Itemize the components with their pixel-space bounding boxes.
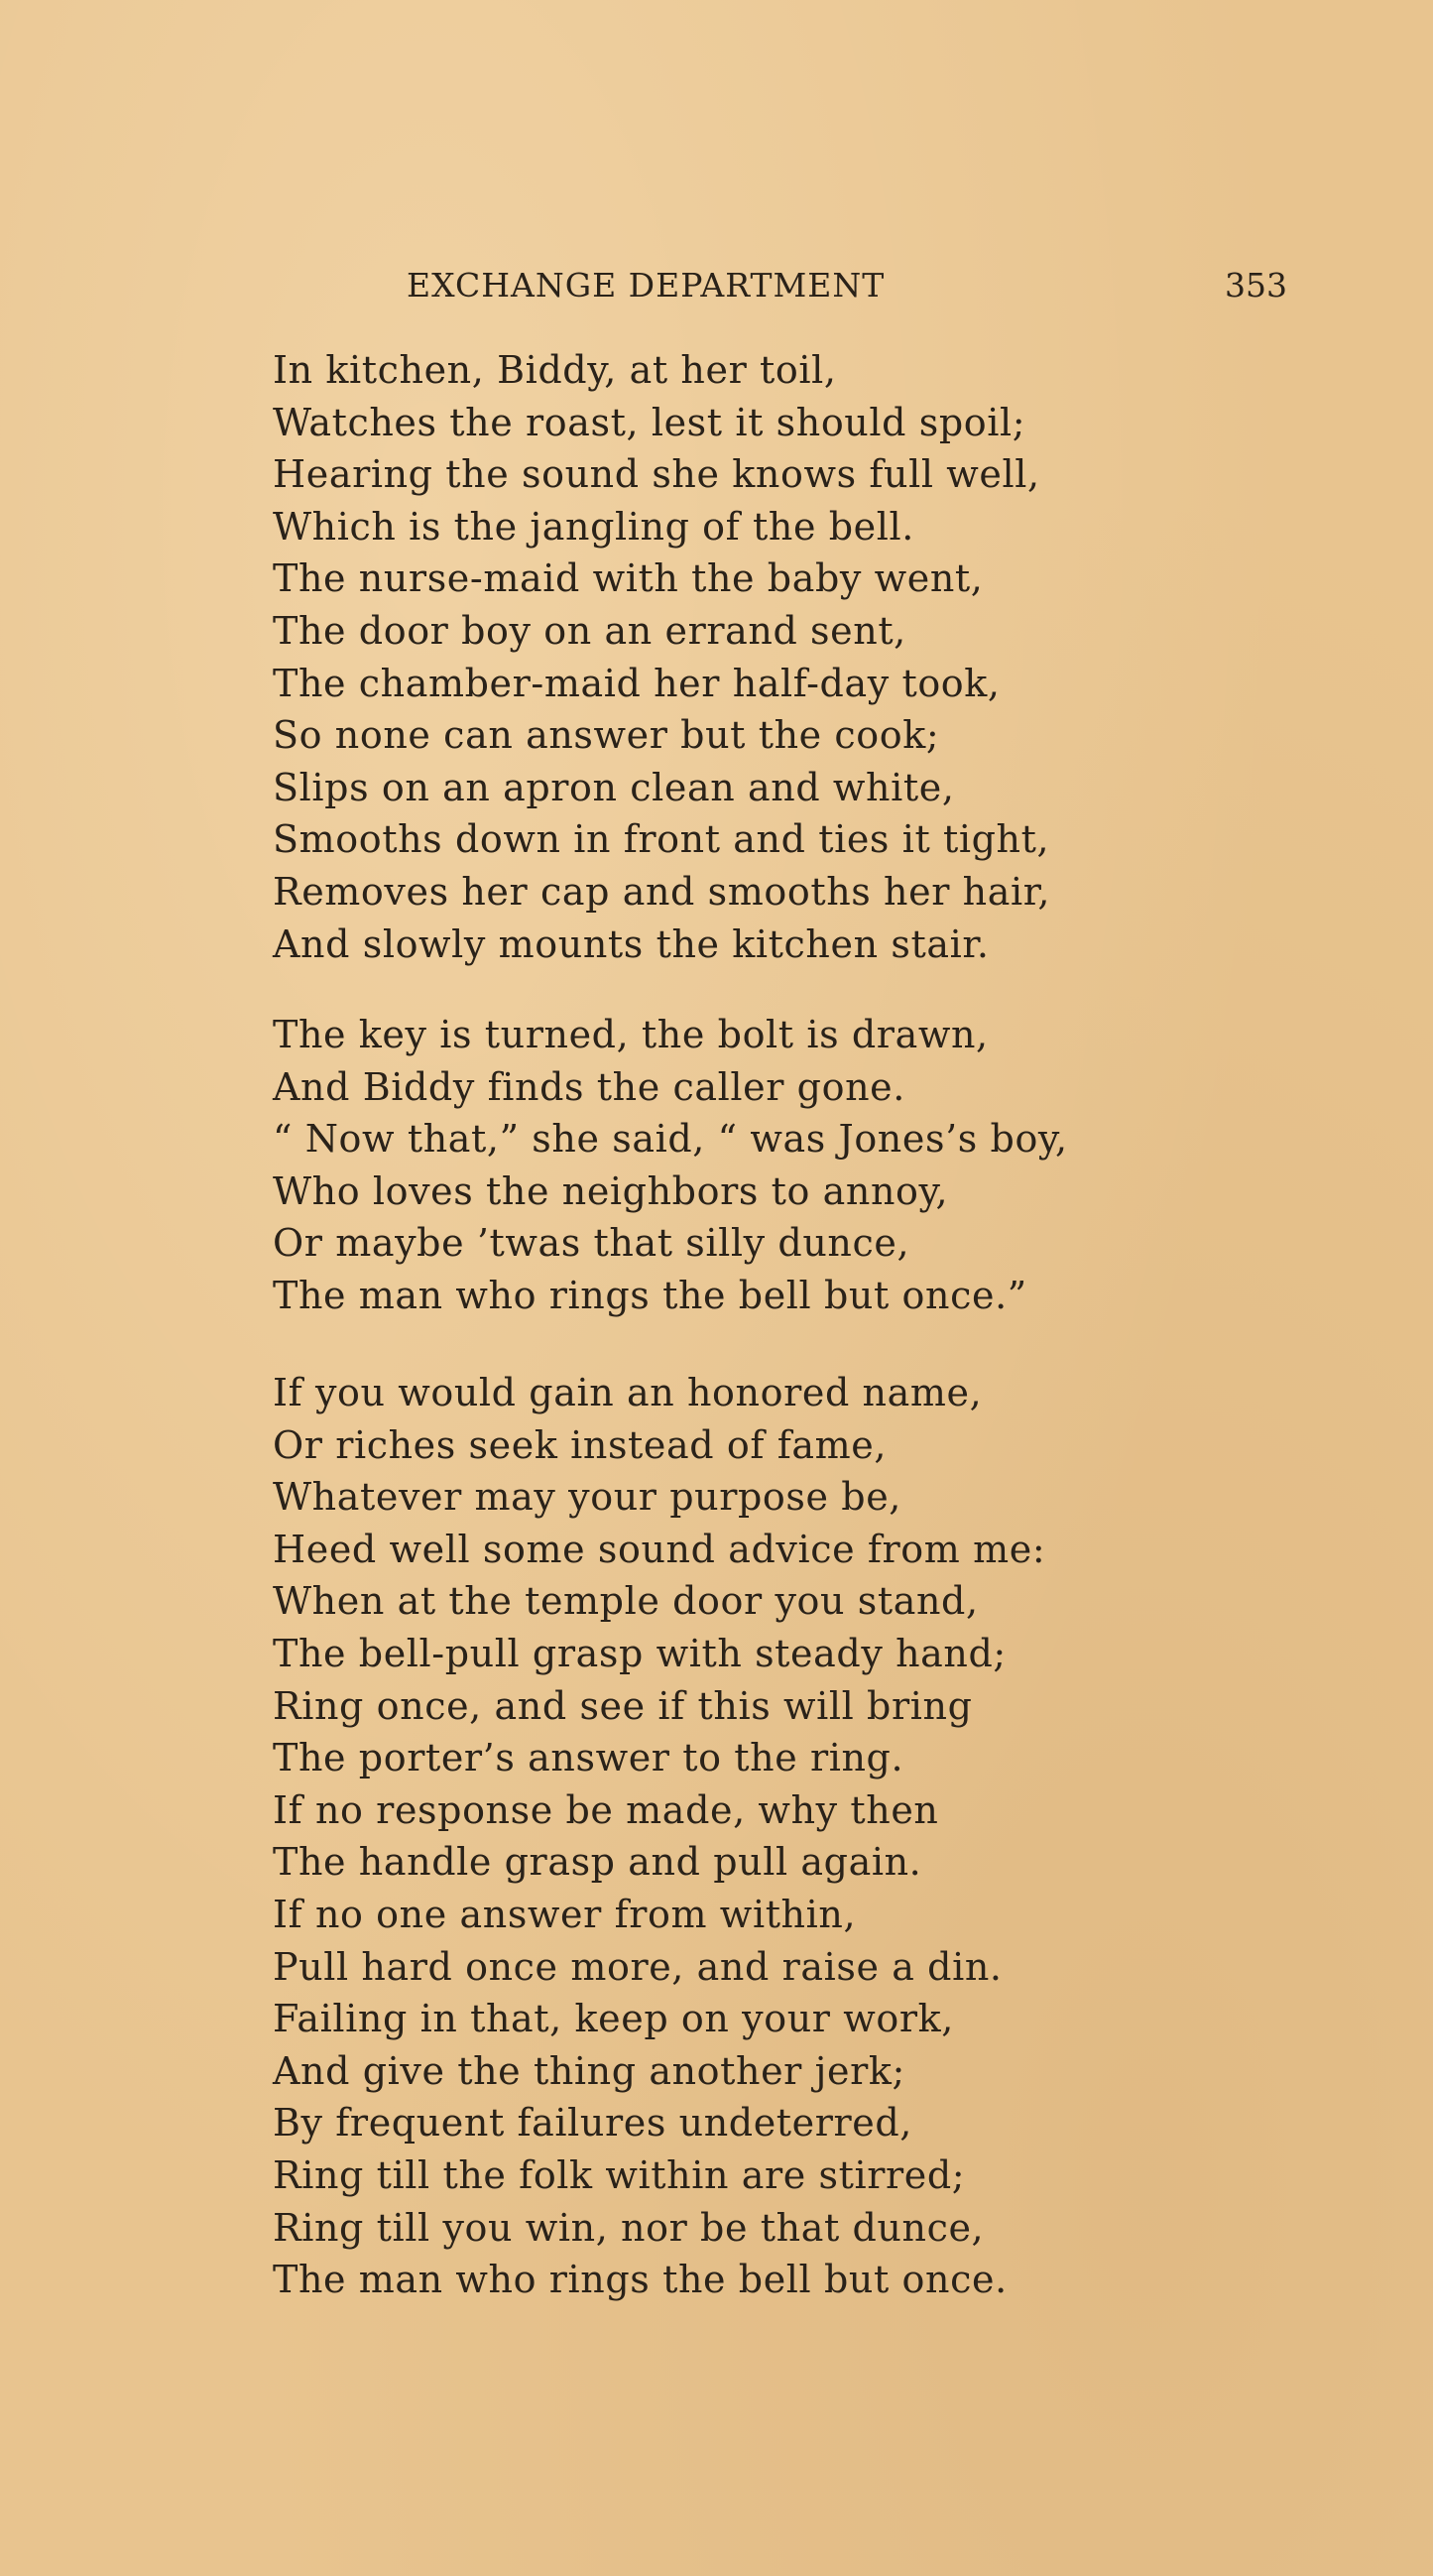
poem-line: The handle grasp and pull again. [273, 1840, 922, 1885]
poem-line: Slips on an apron clean and white, [273, 765, 955, 809]
poem-line: Or riches seek instead of fame, [273, 1422, 888, 1467]
poem-stanza-3 [273, 1367, 1116, 2306]
poem-line: If no response be made, why then [273, 1787, 939, 1832]
poem-line: The nurse-maid with the baby went, [273, 556, 984, 601]
poem-line: If no one answer from within, [273, 1892, 857, 1936]
running-head-title: EXCHANGE DEPARTMENT [407, 266, 886, 305]
poem-stanza-2 [273, 1009, 1116, 1322]
poem-line: Ring till the folk within are stirred; [273, 2152, 966, 2197]
poem-line: Removes her cap and smooths her hair, [273, 869, 1050, 914]
poem-line: Ring once, and see if this will bring [273, 1683, 973, 1728]
poem-line: When at the temple door you stand, [273, 1579, 979, 1624]
poem-line: In kitchen, Biddy, at her toil, [273, 348, 837, 392]
poem-line: Which is the jangling of the bell. [273, 504, 914, 549]
poem-line: Pull hard once more, and raise a din. [273, 1944, 1003, 1989]
poem-line: Whatever may your purpose be, [273, 1475, 901, 1520]
poem-line: The porter’s answer to the ring. [273, 1736, 904, 1780]
poem-line: “ Now that,” she said, “ was Jones’s boy, [273, 1117, 1068, 1162]
poem-line: The bell-pull grasp with steady hand; [273, 1631, 1007, 1675]
poem-line: Ring till you win, nor be that dunce, [273, 2205, 985, 2250]
poem-line: The door boy on an errand sent, [273, 608, 906, 653]
poem-line: And slowly mounts the kitchen stair. [273, 921, 990, 966]
poem-line: Failing in that, keep on your work, [273, 1997, 954, 2041]
poem-line: Watches the roast, lest it should spoil; [273, 400, 1026, 444]
poem-line: If you would gain an honored name, [273, 1371, 983, 1414]
poem-line: Smooths down in front and ties it tight, [273, 817, 1050, 862]
running-head [0, 264, 1433, 307]
poem-line: The man who rings the bell but once. [273, 2258, 1008, 2302]
poem-line: The man who rings the bell but once.” [273, 1273, 1027, 1317]
poem-line: Or maybe ’twas that silly dunce, [273, 1221, 910, 1266]
poem-line: So none can answer but the cook; [273, 713, 940, 758]
poem-line: Hearing the sound she knows full well, [273, 452, 1040, 497]
poem-stanza-1 [273, 344, 1116, 970]
poem-line: And give the thing another jerk; [273, 2048, 905, 2093]
poem-line: By frequent failures undeterred, [273, 2101, 912, 2146]
poem-line: The chamber-maid her half-day took, [273, 661, 1001, 705]
poem-line: Who loves the neighbors to annoy, [273, 1168, 949, 1213]
page-number: 353 [1225, 266, 1287, 305]
poem-line: And Biddy finds the caller gone. [273, 1064, 905, 1109]
poem-line: The key is turned, the bolt is drawn, [273, 1013, 989, 1056]
poem-line: Heed well some sound advice from me: [273, 1527, 1046, 1571]
